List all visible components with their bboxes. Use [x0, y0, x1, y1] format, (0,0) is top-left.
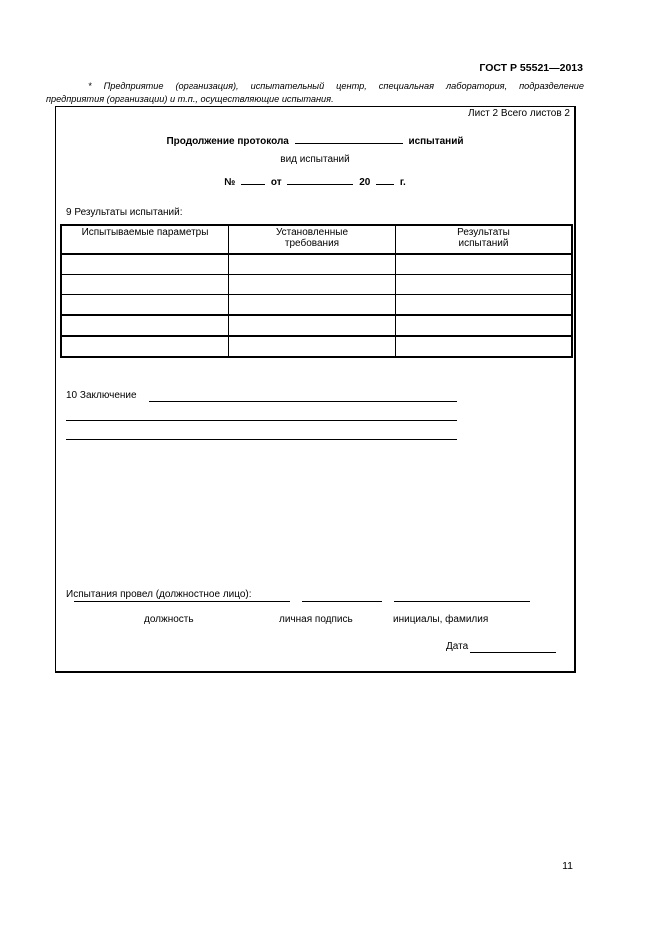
table-cell[interactable] — [229, 275, 396, 295]
initials-line[interactable] — [394, 601, 530, 602]
conclusion-line-3[interactable] — [66, 428, 457, 440]
sheet-info: Лист 2 Всего листов 2 — [468, 108, 570, 119]
table-cell[interactable] — [229, 315, 396, 336]
footnote-line-1: * Предприятие (организация), испытательный центр, специальная лаборатория, подразделение — [88, 81, 584, 91]
table-cell[interactable] — [396, 336, 573, 357]
table-cell[interactable] — [229, 254, 396, 275]
date-line[interactable] — [470, 641, 556, 653]
table-cell[interactable] — [229, 336, 396, 357]
table-cell[interactable] — [61, 275, 229, 295]
header-parameters: Испытываемые параметры — [61, 225, 229, 254]
title-suffix: испытаний — [408, 136, 464, 147]
header-results: Результаты испытаний — [396, 225, 573, 254]
table-cell[interactable] — [396, 315, 573, 336]
page-number: 11 — [562, 860, 573, 872]
position-line[interactable] — [74, 601, 290, 602]
year-prefix: 20 — [359, 177, 371, 188]
footnote-line-2: предприятия (организации) и т.п., осуществляющие испытания. — [46, 94, 334, 104]
test-type-caption: вид испытаний — [280, 154, 350, 165]
table-cell[interactable] — [61, 336, 229, 357]
signature-line[interactable] — [302, 601, 382, 602]
initials-caption: инициалы, фамилия — [393, 614, 489, 625]
date-blank[interactable] — [287, 175, 353, 185]
section-10-title: 10 Заключение — [66, 390, 137, 401]
title-prefix: Продолжение протокола — [166, 136, 289, 147]
table-row — [61, 275, 572, 295]
table-cell[interactable] — [396, 254, 573, 275]
year-suffix: г. — [399, 177, 406, 188]
position-caption: должность — [144, 614, 194, 625]
table-row — [61, 295, 572, 316]
from-word: от — [270, 177, 282, 188]
test-type-blank[interactable] — [295, 134, 403, 144]
protocol-form-frame — [55, 106, 576, 673]
table-cell[interactable] — [61, 295, 229, 316]
table-row — [61, 254, 572, 275]
header-requirements: Установленные требования — [229, 225, 396, 254]
protocol-number-line — [56, 175, 574, 188]
year-blank[interactable] — [376, 175, 394, 185]
footnote — [46, 80, 584, 106]
results-table — [60, 224, 573, 358]
standard-code: ГОСТ Р 55521—2013 — [479, 62, 583, 74]
table-cell[interactable] — [229, 295, 396, 316]
section-9-title: 9 Результаты испытаний: — [66, 207, 183, 218]
table-row — [61, 336, 572, 357]
table-cell[interactable] — [396, 275, 573, 295]
protocol-title — [56, 134, 574, 147]
conclusion-line-2[interactable] — [66, 409, 457, 421]
number-blank[interactable] — [241, 175, 265, 185]
date-label: Дата — [446, 641, 469, 652]
conclusion-line-1[interactable] — [149, 390, 457, 402]
table-cell[interactable] — [396, 295, 573, 316]
table-row — [61, 315, 572, 336]
performed-by-label: Испытания провел (должностное лицо): — [66, 589, 252, 600]
signature-caption: личная подпись — [279, 614, 353, 625]
table-cell[interactable] — [61, 315, 229, 336]
table-cell[interactable] — [61, 254, 229, 275]
number-sign: № — [224, 177, 236, 188]
table-header-row — [61, 225, 572, 254]
